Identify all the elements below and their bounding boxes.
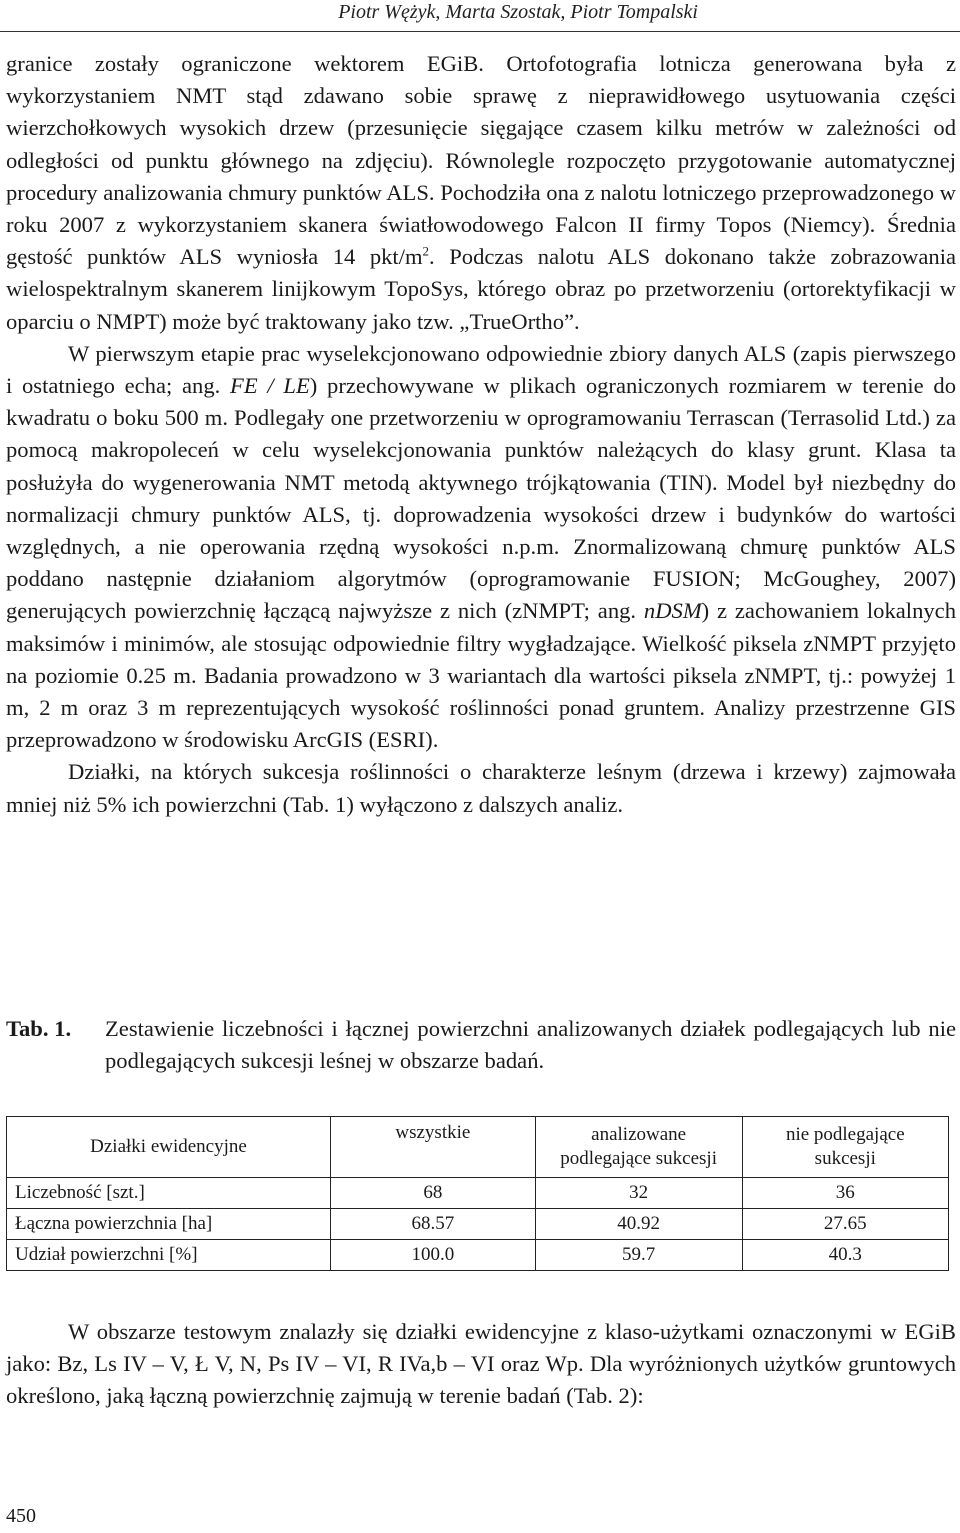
running-title: Piotr Wężyk, Marta Szostak, Piotr Tompalski <box>338 1 698 23</box>
table-row <box>7 1178 949 1209</box>
row-label: Udział powierzchni [%] <box>7 1240 331 1271</box>
table-caption <box>6 1013 956 1077</box>
table-header-row <box>7 1117 949 1178</box>
running-header <box>0 0 960 36</box>
superscript-2: 2 <box>422 243 430 259</box>
table-row <box>7 1209 949 1240</box>
row-label: Liczebność [szt.] <box>7 1178 331 1209</box>
header-cell-analizowane <box>535 1117 742 1178</box>
cell-value: 32 <box>535 1178 742 1209</box>
term-ndsm: nDSM <box>643 598 702 624</box>
header-cell-nie-podlegajace <box>742 1117 948 1178</box>
body-text-after-table <box>6 1316 956 1413</box>
paragraph-2-part-c: ) z zachowaniem lokalnych maksimów i minimów, ale stosując odpowiednie filtry wygładzające. Wielkość piksela zNMPT przyjęto na poziomie 0.25 m. Badania prowadzono w 3 wariantach dla wartości piksela zNMPT, tj.: powyżej 1 m, 2 m oraz 3 m reprezentujących wysokość roślinności ponad gruntem. Analizy przestrzenne GIS przeprowadzono w środowisku ArcGIS (ESRI). <box>6 598 956 753</box>
header-analizowane-line1: analizowane <box>591 1124 687 1145</box>
header-wszystkie-text: wszystkie <box>395 1122 471 1143</box>
header-rule <box>0 31 960 32</box>
cell-value: 27.65 <box>742 1209 948 1240</box>
paragraph-1-continuation: . Podczas nalotu ALS dokonano także zobrazowania wielospektralnym skanerem linijkowym TopoSys, którego obraz po przetworzeniu (ortorektyfikacji w oparciu o NMPT) może być traktowany jako tzw. „TrueOrtho”. <box>6 244 956 334</box>
header-nie-podlegajace-line1: nie podlegające <box>785 1124 905 1145</box>
row-label: Łączna powierzchnia [ha] <box>7 1209 331 1240</box>
header-nie-podlegajace-line2: sukcesji <box>814 1148 876 1169</box>
cell-value: 36 <box>742 1178 948 1209</box>
cell-value: 40.92 <box>535 1209 742 1240</box>
cell-value: 59.7 <box>535 1240 742 1271</box>
cell-value: 68 <box>330 1178 535 1209</box>
page-number: 450 <box>6 1505 36 1527</box>
table-caption-label: Tab. 1. <box>6 1016 72 1041</box>
paragraph-3: Działki, na których sukcesja roślinności o charakterze leśnym (drzewa i krzewy) zajmowała mniej niż 5% ich powierzchni (Tab. 1) wyłączono z dalszych analiz. <box>6 759 956 817</box>
table-row <box>7 1240 949 1271</box>
term-fe-le: FE / LE <box>230 373 310 399</box>
header-cell-wszystkie <box>330 1117 535 1178</box>
paragraph-2-part-a: W pierwszym etapie prac wyselekcjonowano odpowiednie zbiory danych ALS (zapis pierwszego i ostatniego echa; ang. <box>6 340 956 399</box>
paragraph-4: W obszarze testowym znalazły się działki ewidencyjne z klaso-użytkami oznaczonymi w EGiB jako: Bz, Ls IV – V, Ł V, N, Ps IV – VI, R IVa,b – VI oraz Wp. Dla wyróżnionych użytków gruntowych określono, jaką łączną powierzchnię zajmują w terenie badań (Tab. 2): <box>6 1319 956 1409</box>
data-table <box>6 1116 949 1271</box>
paragraph-1 <box>6 48 956 338</box>
paragraph-1-text: granice zostały ograniczone wektorem EGiB. Ortofotografia lotnicza generowana była z wykorzystaniem NMT stąd zdawano sobie sprawę z nieprawidłowego usytuowania części wierzchołkowych wysokich drzew (przesunięcie sięgające czasem kilku metrów w zależności od odległości od punktu głównego na zdjęciu). Równolegle rozpoczęto przygotowanie automatycznej procedury analizowania chmury punktów ALS. Pochodziła ona z nalotu lotniczego przeprowadzonego w roku 2007 z wykorzystaniem skanera światłowodowego Falcon II firmy Topos (Niemcy). Średnia gęstość punktów ALS wyniosła 14 pkt/m <box>6 51 956 270</box>
cell-value: 68.57 <box>330 1209 535 1240</box>
body-text <box>6 48 956 821</box>
paragraph-2-part-b: ) przechowywane w plikach ograniczonych rozmiarem w terenie do kwadratu o boku 500 m. Podlegały one przetworzeniu w oprogramowaniu Terrascan (Terrasolid Ltd.) za pomocą makropoleceń w celu wyselekcjonowania punktów należących do klasy grunt. Klasa ta posłużyła do wygenerowania NMT metodą aktywnego trójkątowania (TIN). Model był niezbędny do normalizacji chmury punktów ALS, tj. doprowadzenia wysokości drzew i budynków do wartości względnych, a nie operowania rzędną wysokości n.p.m. Znormalizowaną chmurę punktów ALS poddano następnie działaniom algorytmów (oprogramowanie FUSION; McGoughey, 2007) generujących powierzchnię łączącą najwyższe z nich (zNMPT; ang. <box>6 373 957 624</box>
header-analizowane-line2: podlegające sukcesji <box>560 1148 717 1169</box>
paragraph-2 <box>6 338 956 757</box>
header-cell-dzialki: Działki ewidencyjne <box>7 1117 331 1178</box>
cell-value: 40.3 <box>742 1240 948 1271</box>
table-caption-text: Zestawienie liczebności i łącznej powierzchni analizowanych działek podlegających lub nie podlegających sukcesji leśnej w obszarze badań. <box>105 1016 956 1073</box>
cell-value: 100.0 <box>330 1240 535 1271</box>
